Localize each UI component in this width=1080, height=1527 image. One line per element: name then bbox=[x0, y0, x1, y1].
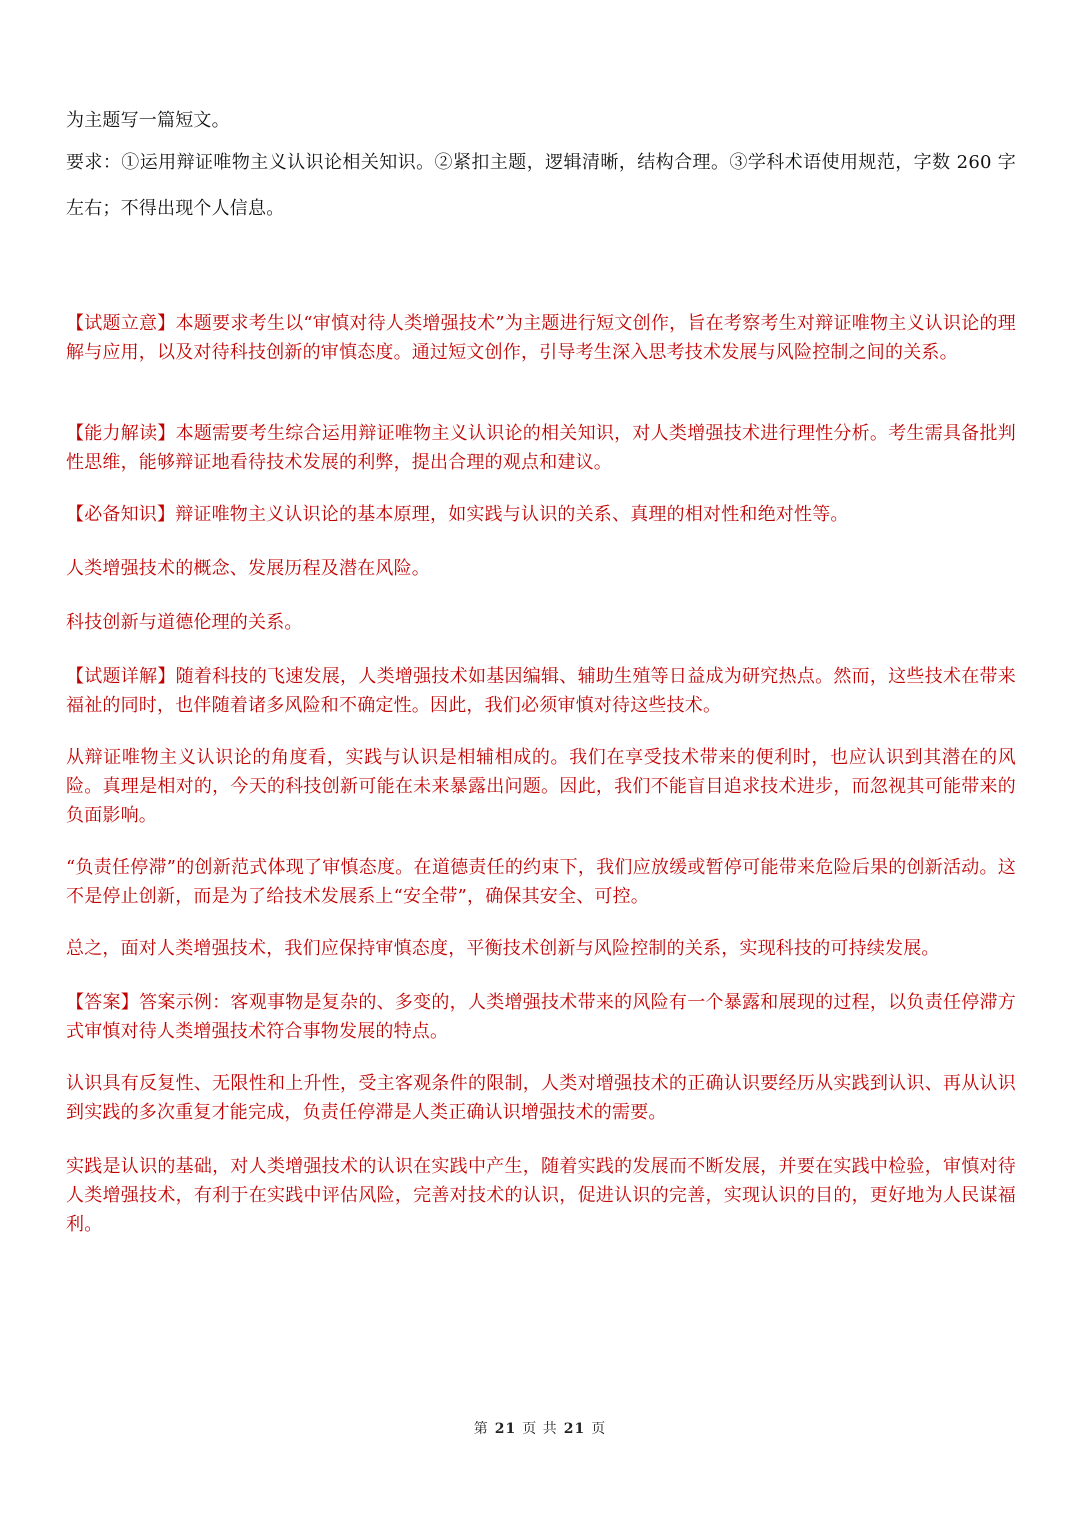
question-topic-line: 为主题写一篇短文。 bbox=[66, 110, 230, 131]
footer-current-page: 21 bbox=[494, 1421, 517, 1437]
section-answer: 【答案】答案示例：客观事物是复杂的、多变的，人类增强技术带来的风险有一个暴露和展现的过程，以负责任停滞方式审慎对待人类增强技术符合事物发展的特点。 bbox=[66, 992, 1016, 1042]
question-requirements: 要求：①运用辩证唯物主义认识论相关知识。②紧扣主题，逻辑清晰，结构合理。③学科术语使用规范，字数 260 字左右；不得出现个人信息。 bbox=[66, 152, 1016, 219]
answer-paragraph-practice: 实践是认识的基础，对人类增强技术的认识在实践中产生，随着实践的发展而不断发展，并要在实践中检验，审慎对待人类增强技术，有利于在实践中评估风险，完善对技术的认识，促进认识的完善，实现认识的目的，更好地为人民谋福利。 bbox=[66, 1156, 1016, 1235]
explanation-paragraph-conclusion: 总之，面对人类增强技术，我们应保持审慎态度，平衡技术创新与风险控制的关系，实现科技的可持续发展。 bbox=[66, 938, 940, 959]
footer-middle: 页 共 bbox=[522, 1421, 558, 1437]
section-question-intent: 【试题立意】本题要求考生以“审慎对待人类增强技术”为主题进行短文创作，旨在考察考生对辩证唯物主义认识论的理解与应用，以及对待科技创新的审慎态度。通过短文创作，引导考生深入思考技术发展与风险控制之间的关系。 bbox=[66, 313, 1016, 363]
footer-suffix: 页 bbox=[591, 1421, 607, 1437]
section-detailed-explanation: 【试题详解】随着科技的飞速发展，人类增强技术如基因编辑、辅助生殖等日益成为研究热点。然而，这些技术在带来福祉的同时，也伴随着诸多风险和不确定性。因此，我们必须审慎对待这些技术。 bbox=[66, 666, 1016, 716]
section-ability-interpretation: 【能力解读】本题需要考生综合运用辩证唯物主义认识论的相关知识，对人类增强技术进行理性分析。考生需具备批判性思维，能够辩证地看待技术发展的利弊，提出合理的观点和建议。 bbox=[66, 423, 1016, 473]
footer-prefix: 第 bbox=[473, 1421, 489, 1437]
section-required-knowledge: 【必备知识】辩证唯物主义认识论的基本原理，如实践与认识的关系、真理的相对性和绝对性等。 bbox=[66, 504, 849, 525]
knowledge-item-ethics: 科技创新与道德伦理的关系。 bbox=[66, 612, 303, 633]
explanation-paragraph-epistemology: 从辩证唯物主义认识论的角度看，实践与认识是相辅相成的。我们在享受技术带来的便利时，也应认识到其潜在的风险。真理是相对的，今天的科技创新可能在未来暴露出问题。因此，我们不能盲目追求技术进步，而忽视其可能带来的负面影响。 bbox=[66, 747, 1016, 826]
explanation-paragraph-responsible-stagnation: “负责任停滞”的创新范式体现了审慎态度。在道德责任的约束下，我们应放缓或暂停可能带来危险后果的创新活动。这不是停止创新，而是为了给技术发展系上“安全带”，确保其安全、可控。 bbox=[66, 857, 1016, 907]
page-number-footer bbox=[0, 1418, 1080, 1438]
answer-paragraph-cognition: 认识具有反复性、无限性和上升性，受主客观条件的限制，人类对增强技术的正确认识要经历从实践到认识、再从认识到实践的多次重复才能完成，负责任停滞是人类正确认识增强技术的需要。 bbox=[66, 1073, 1016, 1123]
footer-total-pages: 21 bbox=[563, 1421, 586, 1437]
knowledge-item-enhancement-tech: 人类增强技术的概念、发展历程及潜在风险。 bbox=[66, 558, 430, 579]
